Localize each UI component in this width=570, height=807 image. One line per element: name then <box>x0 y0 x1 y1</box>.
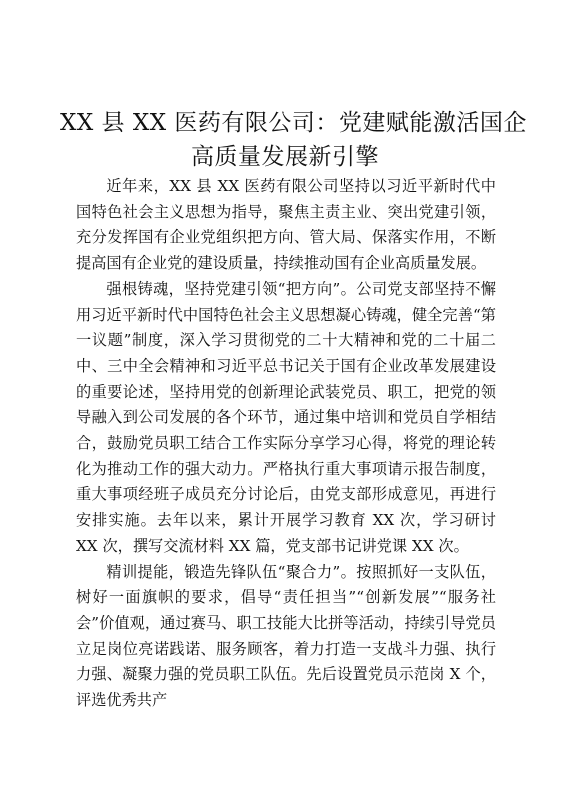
paragraph-intro: 近年来，XX 县 XX 医药有限公司坚持以习近平新时代中国特色社会主义思想为指导，聚焦主责主业、突出党建引领，充分发挥国有企业党组织把方向、管大局、保落实作用，不断提高国有企业党的建设质量，持续推动国有企业高质量发展。 <box>76 177 496 273</box>
paragraph-party-leadership: 强根铸魂，坚持党建引领“把方向”。公司党支部坚持不懈用习近平新时代中国特色社会主义思想凝心铸魂，健全完善“第一议题”制度，深入学习贯彻党的二十大精神和党的二十届二中、三中全会精神和习近平总书记关于国有企业改革发展建设的重要论述，坚持用党的创新理论武装党员、职工，把党的领导融入到公司发展的各个环节，通过集中培训和党员自学相结合，鼓励党员职工结合工作实际分享学习心得，将党的理论转化为推动工作的强大动力。严格执行重大事项请示报告制度，重大事项经班子成员充分讨论后，由党支部形成意见，再进行安排实施。去年以来，累计开展学习教育 XX 次，学习研讨 XX 次，撰写交流材料 XX 篇，党支部书记讲党课 XX 次。 <box>76 279 496 555</box>
paragraph-team-building: 精训提能，锻造先锋队伍“聚合力”。按照抓好一支队伍，树好一面旗帜的要求，倡导“责任担当”“创新发展”“服务社会”价值观，通过赛马、职工技能大比拼等活动，持续引导党员立足岗位亮诺践诺、服务顾客，着力打造一支战斗力强、执行力强、凝聚力强的党员职工队伍。先后设置党员示范岗 X 个，评选优秀共产 <box>76 562 496 710</box>
document-title <box>60 106 527 174</box>
document-body <box>76 174 496 714</box>
title-line-1: XX 县 XX 医药有限公司：党建赋能激活国企 <box>60 110 527 136</box>
title-line-2: 高质量发展新引擎 <box>191 144 379 170</box>
